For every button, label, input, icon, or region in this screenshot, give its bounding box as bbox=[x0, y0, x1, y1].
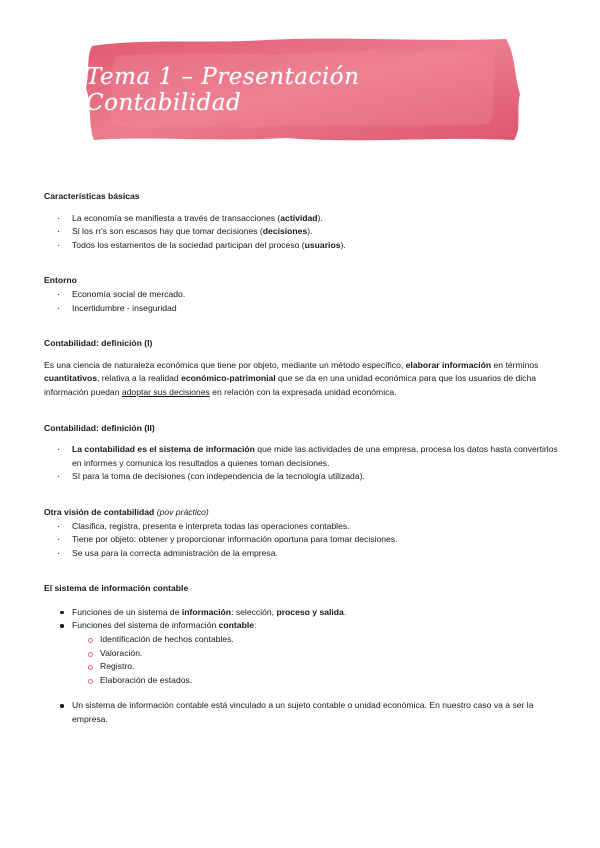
list-item: · La contabilidad es el sistema de información que mide las actividades de una empresa, procesa los datos hasta convertirlos en informes y comunica los resultados a quienes toman decisiones. bbox=[44, 443, 564, 470]
sistema-list bbox=[44, 606, 564, 633]
list-item: · Tiene por objeto: obtener y proporcionar información oportuna para tomar decisiones. bbox=[44, 533, 564, 547]
list-item: · SI para la toma de decisiones (con independencia de la tecnología utilizada). bbox=[44, 470, 564, 484]
section-title-definicion-1: Contabilidad: definición (I) bbox=[44, 338, 153, 349]
list-item: · Si los rr's son escasos hay que tomar decisiones (decisiones). bbox=[44, 225, 564, 239]
title-banner bbox=[86, 36, 522, 144]
list-item: · La economía se manifiesta a través de transacciones (actividad). bbox=[44, 212, 564, 226]
list-item: · Economía social de mercado. bbox=[44, 288, 564, 302]
sub-list-item: Elaboración de estados. bbox=[44, 674, 564, 688]
otra-vision-list bbox=[44, 520, 564, 561]
document-body bbox=[44, 190, 564, 727]
sistema-sub-list bbox=[44, 633, 564, 687]
section-title-sistema-informacion: El sistema de información contable bbox=[44, 583, 189, 594]
list-item: · Clasifica, registra, presenta e interpreta todas las operaciones contables. bbox=[44, 520, 564, 534]
definicion-1-paragraph: Es una ciencia de naturaleza económica que tiene por objeto, mediante un método específico, elaborar información en términos cuantitativos, relativa a la realidad económico-patrimonial que se da en una unidad económica para que los usuarios de dicha información puedan adoptar sus decisiones en relación con la expresada unidad económica. bbox=[44, 359, 539, 397]
section-title-definicion-2: Contabilidad: definición (II) bbox=[44, 422, 155, 433]
list-item: Funciones del sistema de información contable: bbox=[44, 619, 564, 633]
sub-list-item: Identificación de hechos contables. bbox=[44, 633, 564, 647]
definicion-2-list bbox=[44, 443, 564, 484]
section-title-otra-vision: Otra visión de contabilidad (pov práctico) bbox=[44, 506, 209, 517]
sub-list-item: Registro. bbox=[44, 660, 564, 674]
list-item: · Se usa para la correcta administración de la empresa. bbox=[44, 547, 564, 561]
sub-list-item: Valoración. bbox=[44, 647, 564, 661]
list-item: Funciones de un sistema de información: selección, proceso y salida. bbox=[44, 606, 564, 620]
sistema-list-2 bbox=[44, 699, 564, 726]
section-title-caracteristicas: Características básicas bbox=[44, 191, 140, 201]
caracteristicas-list bbox=[44, 212, 564, 253]
list-item: · Incertidumbre - inseguridad bbox=[44, 302, 564, 316]
list-item: · Todos los estamentos de la sociedad participan del proceso (usuarios). bbox=[44, 239, 564, 253]
section-title-entorno: Entorno bbox=[44, 275, 77, 286]
list-item: Un sistema de información contable está vinculado a un sujeto contable o unidad económica. En nuestro caso va a ser la empresa. bbox=[44, 699, 564, 726]
page-title: Tema 1 – Presentación Contabilidad bbox=[86, 64, 360, 116]
entorno-list bbox=[44, 288, 564, 315]
